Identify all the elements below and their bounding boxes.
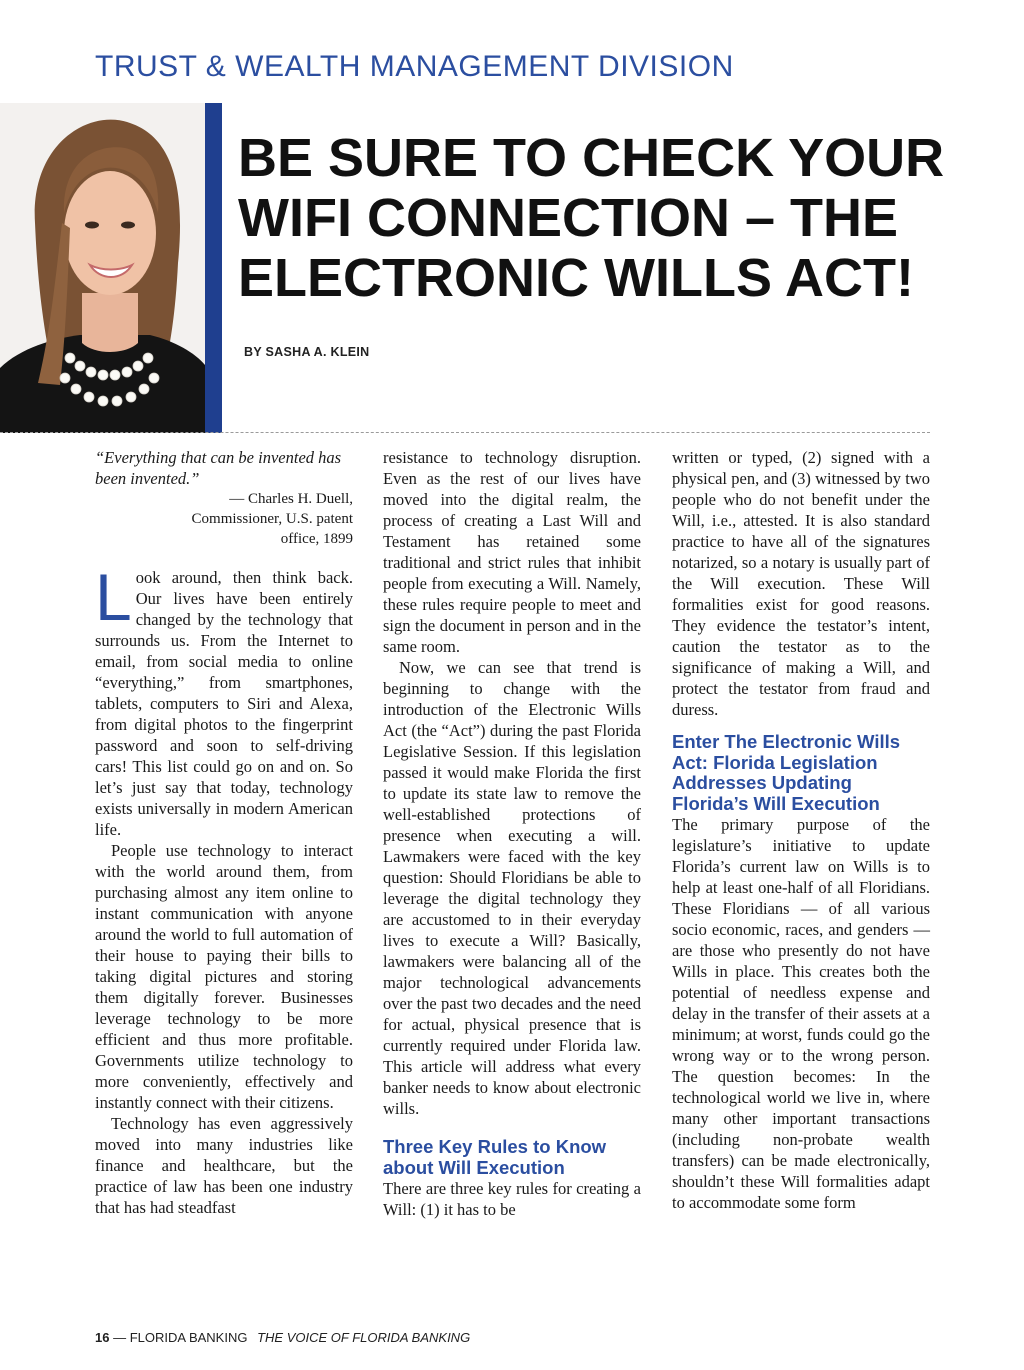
section-divider xyxy=(0,432,930,433)
column-2 xyxy=(383,447,641,1220)
column-3 xyxy=(672,447,930,1213)
paragraph: written or typed, (2) signed with a physical pen, and (3) witnessed by two people who do not benefit under the Will, i.e., attested. It is also standard practice to have all of the signatures notarized, so a notary is usually part of the Will execution. These Will formalities exist for good reasons. They evidence the testator’s intent, caution the testator as to the significance of making a Will, and protect the testator from fraud and duress. xyxy=(672,448,930,719)
paragraph: resistance to technology disruption. Even as the rest of our lives have moved into the digital realm, the process of creating a Last Will and Testament has retained some traditional and strict rules that inhibit people from executing a Will. Namely, these rules require people to meet and sign the document in person and in the same room. xyxy=(383,448,641,656)
paragraph xyxy=(95,560,353,840)
publication-name: — FLORIDA BANKING xyxy=(113,1330,248,1345)
subheading: Three Key Rules to Know about Will Execution xyxy=(383,1136,607,1178)
column-1 xyxy=(95,447,353,1218)
paragraph: The primary purpose of the legislature’s initiative to update Florida’s current law on Wills is to help at least one-half of all Floridians. These Floridians — of all various socio economic, races, and genders — are those who presently do not have Wills in place. This creates both the potential of needless expense and delay in the transfer of their assets at a minimum; at worst, funds could go the wrong way or to the wrong person. The question becomes: In the technological world we live in, where many other important transactions (including non-probate wealth transfers) can be made electronically, shouldn’t these Will formalities adapt to accommodate some form xyxy=(672,815,930,1212)
quote-attribution xyxy=(95,489,353,549)
paragraph: There are three key rules for creating a Will: (1) it has to be xyxy=(383,1179,641,1219)
accent-bar xyxy=(205,103,222,433)
publication-tagline: THE VOICE OF FLORIDA BANKING xyxy=(257,1330,471,1345)
title-line: ELECTRONIC WILLS ACT! xyxy=(238,248,914,308)
page-footer xyxy=(95,1330,470,1345)
section-header: TRUST & WEALTH MANAGEMENT DIVISION xyxy=(95,50,734,83)
subheading: Enter The Electronic Wills Act: Florida Legislation Addresses Updating Florida’s Will Execution xyxy=(672,731,901,814)
byline: BY SASHA A. KLEIN xyxy=(244,345,370,359)
author-photo xyxy=(0,103,205,433)
paragraph: People use technology to interact with the world around them, from purchasing almost any item online to instant communication with anyone around the world to full automation of their house to paying their bills to taking digital pictures and storing them digitally forever. Businesses leverage technology to be more efficient and thus more profitable. Governments utilize technology to more conveniently, effectively and instantly connect with their citizens. xyxy=(95,841,353,1112)
attribution-line: Commissioner, U.S. patent xyxy=(191,511,353,527)
attribution-line: — Charles H. Duell, xyxy=(229,491,353,507)
title-line: BE SURE TO CHECK YOUR xyxy=(238,128,945,188)
attribution-line: office, 1899 xyxy=(280,531,353,547)
epigraph-quote: “Everything that can be invented has been invented.” xyxy=(95,448,342,488)
paragraph-text: ook around, then think back. Our lives have been entirely changed by the technology that surrounds us. From the Internet to email, from social media to online “everything,” from smartphones, tablets, computers to Siri and Alexa, from digital photos to the fingerprint password and soon to self-driving cars! This list could go on and on. So let’s just say that today, technology exists universally in modern American life. xyxy=(95,568,353,839)
drop-cap: L xyxy=(95,560,132,634)
paragraph: Now, we can see that trend is beginning to change with the introduction of the Electronic Wills Act (the “Act”) during the past Florida Legislative Session. If this legislation passed it would make Florida the first to update its state law to remove the well-established protections of presence when executing a will. Lawmakers were faced with the key question: Should Floridians be able to leverage the digital technology they are accustomed to in their everyday lives to execute a Will? Basically, lawmakers were balancing all of the major technological advancements over the past two decades and the need for actual, physical presence that is currently required under Florida law. This article will address what every banker needs to know about electronic wills. xyxy=(383,658,641,1118)
article-title xyxy=(238,128,1008,308)
page-number: 16 xyxy=(95,1330,110,1345)
title-line: WIFI CONNECTION – THE xyxy=(238,188,898,248)
paragraph: Technology has even aggressively moved into many industries like finance and healthcare, but the practice of law has been one industry that has had steadfast xyxy=(95,1114,353,1217)
